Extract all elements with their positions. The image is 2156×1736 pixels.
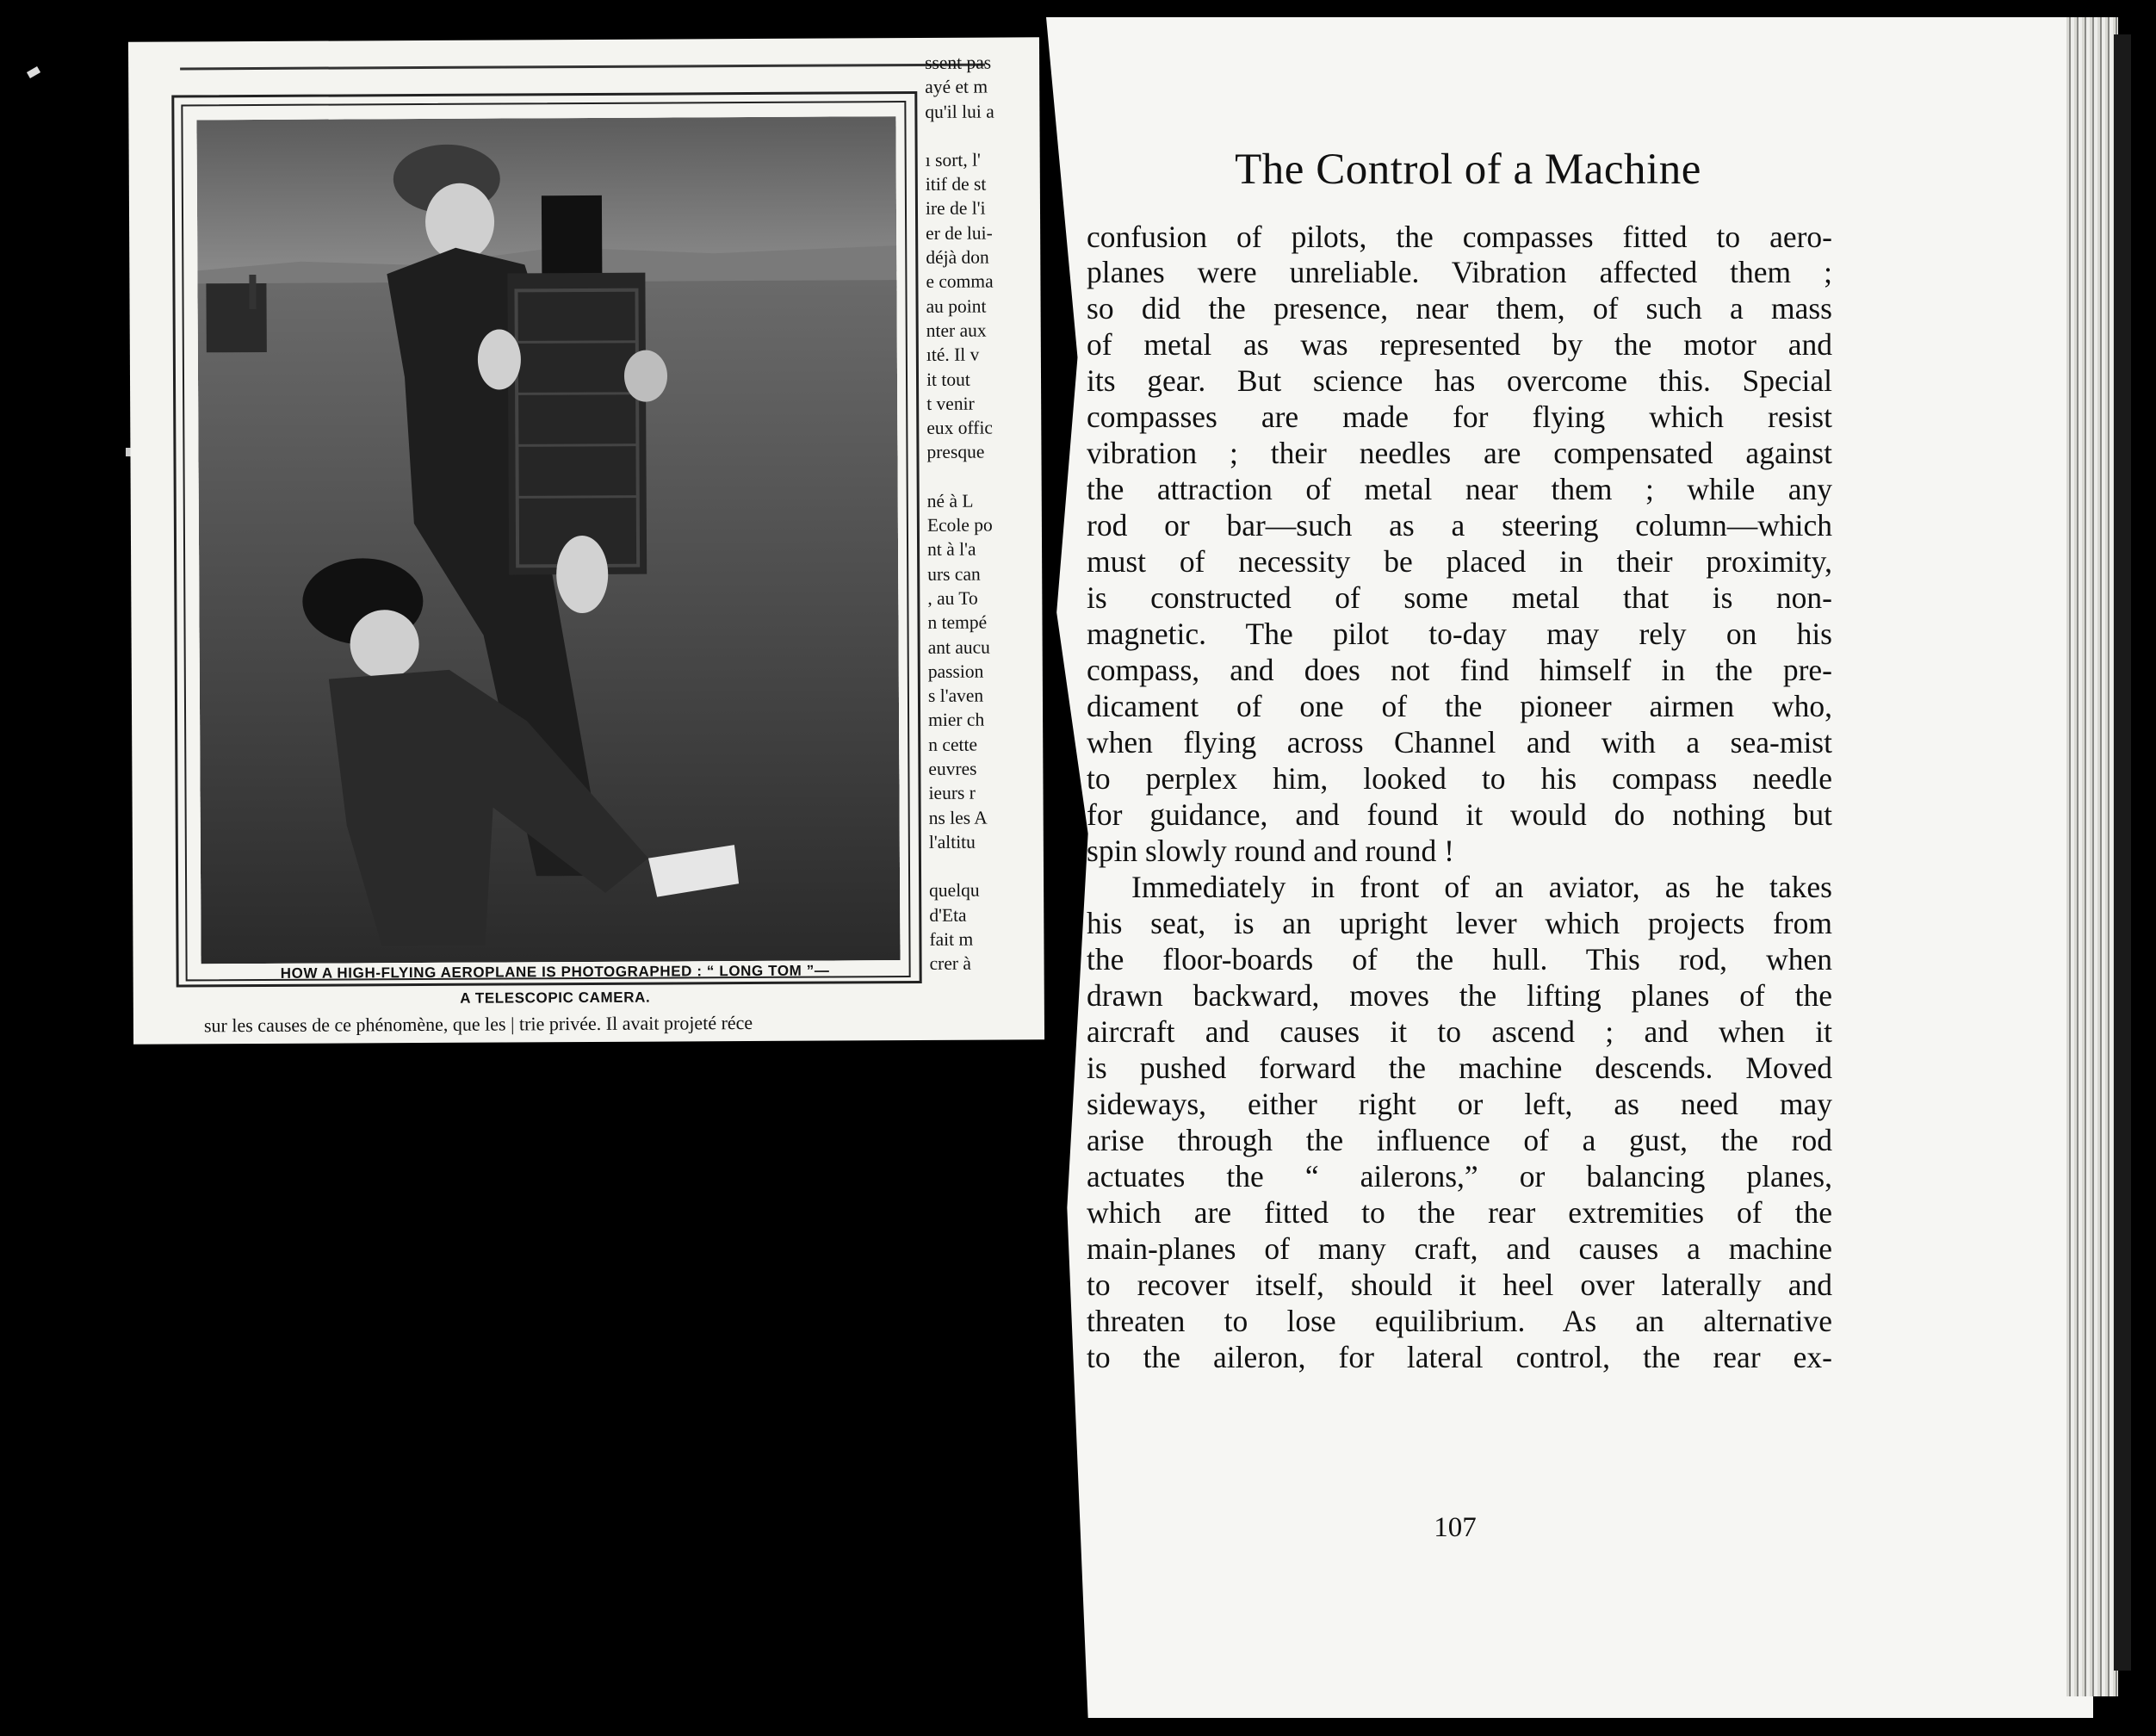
column-line: nt à l'a [926, 538, 976, 561]
text-line: arise through the influence of a gust, the rod [1087, 1123, 1832, 1157]
text-line: compass, and does not find himself in the pre- [1087, 653, 1832, 687]
text-line: dicament of one of the pioneer airmen who, [1087, 689, 1832, 723]
column-line: passion [927, 660, 984, 682]
chapter-title: The Control of a Machine [1235, 146, 1701, 194]
text-line: magnetic. The pilot to-day may rely on his [1087, 617, 1832, 651]
speck [27, 66, 40, 78]
body-text [1087, 219, 1832, 1375]
text-line: which are fitted to the rear extremities of the [1087, 1195, 1832, 1230]
column-line: Ecole po [926, 514, 993, 536]
caption-line: A TELESCOPIC CAMERA. [460, 989, 651, 1007]
column-line: mier ch [928, 710, 985, 731]
column-line: ı sort, l' [925, 149, 981, 170]
photo-frame [171, 91, 921, 988]
text-line: confusion of pilots, the compasses fitted to aero- [1087, 220, 1832, 254]
text-line: is constructed of some metal that is non- [1087, 580, 1832, 615]
column-line: quelqu [929, 879, 980, 902]
text-line: is pushed forward the machine descends. Moved [1087, 1051, 1832, 1085]
caption-line: HOW A HIGH-FLYING AEROPLANE IS PHOTOGRAPHED : “ LONG TOM ”— [280, 962, 830, 982]
column-line: s l'aven [927, 685, 984, 707]
column-line: ns les A [928, 807, 988, 828]
column-line: fait m [929, 928, 974, 950]
telescopic-camera-photo [196, 116, 900, 964]
text-line: for guidance, and found it would do nothing but [1087, 797, 1832, 832]
photograph [196, 116, 900, 964]
column-line: ieurs r [928, 782, 976, 804]
text-line: main-planes of many craft, and causes a machine [1087, 1231, 1832, 1266]
text-line: Immediately in front of an aviator, as he takes [1131, 870, 1832, 904]
column-line: euvres [928, 758, 977, 779]
text-line: sideways, either right or left, as need may [1087, 1087, 1832, 1121]
text-line: its gear. But science has overcome this. Special [1087, 363, 1832, 398]
text-line: the attraction of metal near them ; while any [1087, 472, 1832, 506]
column-line: n cette [928, 734, 978, 755]
text-line: to perplex him, looked to his compass needle [1087, 761, 1832, 796]
column-line: ire de l'i [925, 198, 986, 220]
photo-caption [185, 958, 926, 1014]
column-line: déjà don [926, 246, 989, 269]
text-line: rod or bar—such as a steering column—which [1087, 508, 1832, 542]
column-line: it tout [926, 369, 970, 390]
text-line: compasses are made for flying which resist [1087, 400, 1832, 434]
text-line: of metal as was represented by the motor and [1087, 327, 1832, 362]
column-gap [929, 853, 1044, 878]
column-line: ayé et m [925, 76, 988, 98]
column-line: ant aucu [927, 636, 990, 658]
text-line: so did the presence, near them, of such a mass [1087, 291, 1832, 326]
column-line: n tempé [927, 611, 988, 634]
text-line: threaten to lose equilibrium. As an alternative [1087, 1304, 1832, 1338]
text-line: vibration ; their needles are compensated against [1087, 436, 1832, 470]
text-line: drawn backward, moves the lifting planes of the [1087, 978, 1832, 1013]
column-line: eux offic [926, 417, 994, 439]
text-line: planes were unreliable. Vibration affected them ; [1087, 255, 1832, 289]
column-line: d'Eta [929, 904, 967, 926]
text-line: his seat, is an upright lever which projects from [1087, 906, 1832, 940]
text-line: actuates the “ ailerons,” or balancing planes, [1087, 1159, 1832, 1194]
french-text-column [925, 50, 1044, 1015]
column-line: qu'il lui a [925, 101, 994, 122]
column-line: ssent pas [925, 52, 992, 73]
column-line: l'altitu [928, 831, 976, 852]
column-line: t venir [926, 393, 975, 414]
text-line: to recover itself, should it heel over laterally and [1087, 1268, 1832, 1302]
newspaper-clipping [128, 37, 1044, 1045]
column-line: presque [926, 442, 985, 463]
column-line: e comma [926, 270, 994, 293]
column-line: er de lui- [926, 222, 993, 244]
clipping-bottom-text: sur les causes de ce phénomène, que les | trie privée. Il avait projeté réce [203, 1011, 753, 1037]
column-line: crer à [929, 952, 971, 975]
column-line: nter aux [926, 319, 987, 341]
page-edge-shadow [2114, 34, 2131, 1671]
column-gap [925, 123, 1039, 148]
photo-frame-inner [181, 101, 910, 981]
text-line: must of necessity be placed in their proximity, [1087, 544, 1832, 579]
column-line: urs can [927, 563, 981, 585]
page-number: 107 [1434, 1512, 1477, 1543]
text-line: the floor-boards of the hull. This rod, when [1087, 942, 1832, 976]
column-line: né à L [926, 490, 974, 512]
page-edges [2066, 17, 2118, 1696]
column-gap [927, 464, 1042, 489]
text-line: to the aileron, for lateral control, the rear ex- [1087, 1340, 1832, 1374]
column-line: ıté. Il v [926, 344, 980, 366]
text-line: when flying across Channel and with a sea-mist [1087, 725, 1832, 760]
text-line: spin slowly round and round ! [1087, 834, 1454, 868]
column-line: itif de st [925, 173, 987, 195]
top-rule [180, 64, 985, 71]
text-line: aircraft and causes it to ascend ; and when it [1087, 1014, 1832, 1049]
column-line: , au To [927, 587, 978, 609]
column-line: au point [926, 295, 987, 317]
